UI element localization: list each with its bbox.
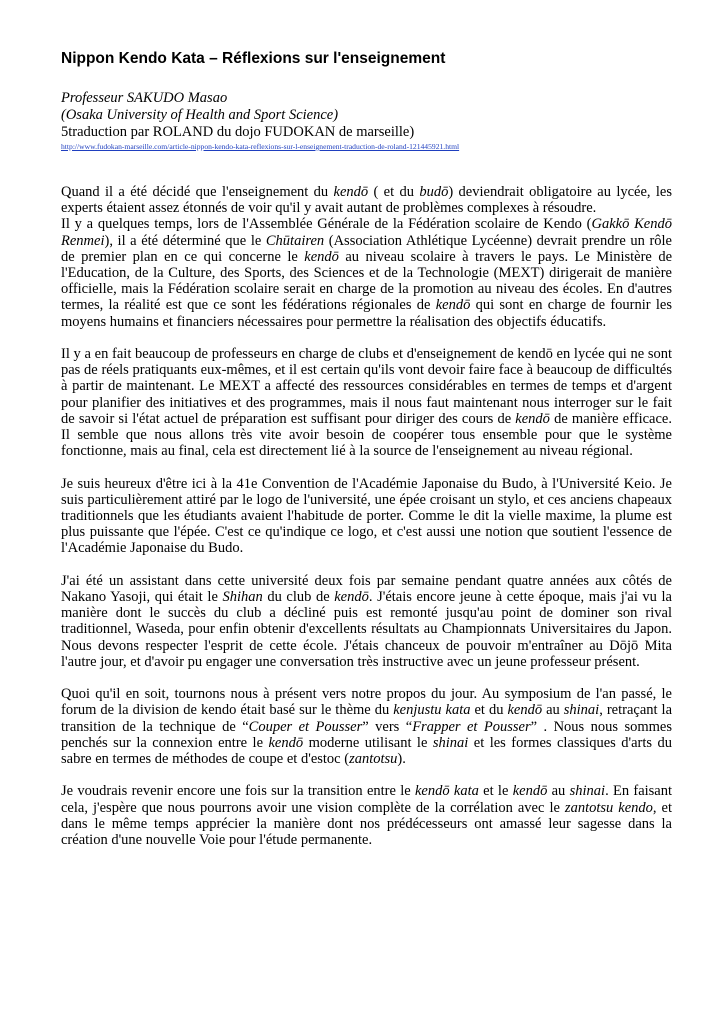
italic-term: Couper et Pousser: [248, 718, 363, 735]
italic-term: Frapper et Pousser: [412, 718, 531, 735]
author-name: Professeur SAKUDO Masao: [61, 90, 228, 106]
italic-term: kenjustu kata: [393, 702, 471, 719]
italic-term: kendō: [268, 734, 304, 751]
italic-term: kendō: [304, 248, 339, 265]
italic-term: kendō: [512, 783, 548, 800]
italic-term: kendō: [333, 184, 369, 200]
source-link[interactable]: http://www.fudokan-marseille.com/article-nippon-kendo-kata-reflexions-sur-l-enseignement-traduction-de-roland-121445921.html: [61, 142, 460, 151]
italic-term: budō: [419, 184, 449, 200]
italic-term: kendō kata: [415, 783, 479, 800]
italic-term: shinai: [569, 783, 606, 800]
author-block: [61, 90, 672, 152]
italic-term: Gakkō Kendō Renmei: [61, 216, 672, 249]
author-affiliation: (Osaka University of Health and Sport Science): [61, 107, 339, 123]
paragraph: Je suis heureux d'être ici à la 41e Convention de l'Académie Japonaise du Budo, à l'Université Keio. Je suis particulièrement attiré par le logo de l'université, une épée croisant un stylo, et ces anciens chapeaux traditionnels que les étudiants avaient l'habitude de porter. Comme le dit la vielle maxime, la plume est plus puissante que l'épée. C'est ce qu'indique ce logo, et c'est aussi une notion que soutient l'essence de l'Académie Japonaise du Budo.: [61, 475, 672, 557]
italic-term: kendō: [507, 702, 543, 719]
italic-term: kendō: [435, 297, 471, 314]
paragraph: Quoi qu'il en soit, tournons nous à présent vers notre propos du jour. Au symposium de l'an passé, le forum de la division de kendo était basé sur le thème du kenjustu kata et du kendō au shinai, retraçant la transition de la technique de “Couper et Pousser” vers “Frapper et Pousser” . Nous nous sommes penchés sur la connexion entre le kendō moderne utilisant le shinai et les formes classiques d'arts du sabre en termes de méthodes de coupe et d'estoc (zantotsu).: [61, 686, 673, 768]
translation-credit: 5traduction par ROLAND du dojo FUDOKAN de marseille): [61, 124, 415, 140]
document-title: Nippon Kendo Kata – Réflexions sur l'enseignement: [61, 50, 446, 67]
paragraph: J'ai été un assistant dans cette université deux fois par semaine pendant quatre années aux côtés de Nakano Yasoji, qui était le Shihan du club de kendō. J'étais encore jeune à cette époque, mais j'ai vu la manière dont le succès du club a décliné puis est remonté jusqu'au point de dominer son rival traditionnel, Waseda, pour enfin obtenir d'excellents résultats au Championnats Universitaires du Japon. Nous devons respecter l'esprit de cette école. J'étais chanceux de pouvoir m'entraîner au Dōjō Mita l'autre jour, et d'avoir pu engager une conversation très instructive avec un jeune professeur présent.: [61, 572, 672, 670]
italic-term: Shihan: [222, 589, 263, 606]
paragraph: Quand il a été décidé que l'enseignement du kendō ( et du budō) deviendrait obligatoire au lycée, les experts étaient assez étonnés de voir qu'il y avait autant de problèmes complexes à résoudre. Il y a quelques temps, lors de l'Assemblée Générale de la Fédération scolaire de Kendo (Gakkō Kendō Renmei), il a été déterminé que le Chūtairen (Association Athlétique Lycéenne) devrait prendre un rôle de premier plan en ce qui concerne le kendō au niveau scolaire à travers le pays. Le Ministère de l'Education, de la Culture, des Sports, des Sciences et de la Technologie (MEXT) dirigerait de manière officielle, mais la Fédération scolaire serait en charge de la promotion au niveau des écoles. En d'autres termes, la réalité est que ce sont les fédérations régionales de kendō qui sont en charge de fournir les moyens humains et financiers nécessaires pour permettre la réalisation des objectifs éducatifs.: [61, 184, 673, 330]
paragraph: Il y a en fait beaucoup de professeurs en charge de clubs et d'enseignement de kendō en lycée qui ne sont pas de réels pratiquants eux-mêmes, et il est certain qu'ils vont devoir faire face à beaucoup de difficultés à partir de maintenant. Le MEXT a affecté des ressources considérables en termes de temps et d'argent pour planifier des initiatives et des programmes, mais il nous faut maintenant nous interroger sur le fait de savoir si l'état actuel de préparation est suffisant pour diriger des cours de kendō de manière efficace. Il semble que nous allons très vite avoir besoin de coopérer tous ensemble pour que le système fonctionne, mais au final, cela est directement lié à la source de l'enseignement au niveau régional.: [61, 346, 672, 460]
article-body: [61, 184, 672, 848]
paragraph: Je voudrais revenir encore une fois sur la transition entre le kendō kata et le kendō au shinai. En faisant cela, j'espère que nous pourrons avoir une vision complète de la corrélation avec le zantotsu kendo, et dans le même temps apprécier la manière dont nos prédécesseurs ont amassé leur sagesse dans la création d'une nouvelle Voie pour l'étude permanente.: [61, 783, 673, 849]
italic-term: zantotsu kendo: [564, 799, 653, 816]
italic-term: kendō: [515, 410, 550, 427]
italic-term: shinai: [432, 734, 469, 751]
italic-term: zantotsu: [349, 751, 398, 768]
italic-term: Chūtairen: [265, 232, 325, 249]
italic-term: shinai: [563, 702, 600, 719]
italic-term: kendō: [334, 589, 369, 606]
